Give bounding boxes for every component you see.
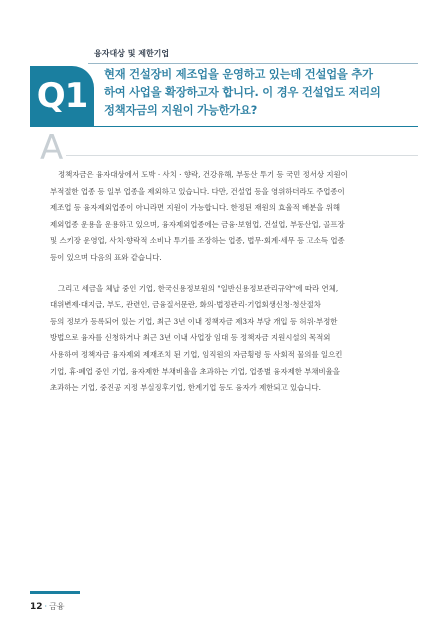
body-line: 부적절한 업종 등 일부 업종을 제외하고 있습니다. 다만, 건설업 등을 영위하더라도 주업종이 xyxy=(50,186,345,196)
body-line: 대위변제·대지급, 부도, 관련인, 금융질서문란, 화의·법정관리·기업회생신청·청산절차 xyxy=(50,300,321,310)
question-line: 현재 건설장비 제조업을 운영하고 있는데 건설업을 추가 xyxy=(104,68,373,81)
body-line: 방법으로 융자를 신청하거나 최근 3년 이내 사업장 임대 등 정책자금 지원시설의 목적외 xyxy=(50,333,331,343)
footer-separator: · xyxy=(44,602,48,611)
question-line: 하여 사업을 확장하고자 합니다. 이 경우 건설업도 저리의 xyxy=(104,86,381,99)
footer-accent-bar xyxy=(30,591,80,594)
body-line: 및 스키장 운영업, 사치·향락적 소비나 투기를 조장하는 업종, 법무·회계·세무 등 고소득 업종 xyxy=(50,236,345,246)
answer-body xyxy=(50,167,410,397)
question-underline-left xyxy=(30,126,94,127)
body-line: 제조업 등 융자제외업종이 아니라면 지원이 가능합니다. 한정된 재원의 효율적 배분을 위해 xyxy=(50,203,341,213)
body-line: 제외업종 운용을 운용하고 있으며, 융자제외업종에는 금융·보험업, 건설업, 부동산업, 골프장 xyxy=(50,219,345,229)
body-line: 등의 정보가 등록되어 있는 기업, 최근 3년 이내 정책자금 제3자 부당 개입 등 허위·부정한 xyxy=(50,316,338,326)
body-line: 기업, 휴·폐업 중인 기업, 융자제한 부채비율을 초과하는 기업, 업종별 융자제한 부채비율을 xyxy=(50,366,340,376)
body-line: 정책자금은 융자대상에서 도박 · 사치 · 향락, 건강유해, 부동산 투기 등 국민 정서상 지원이 xyxy=(58,170,348,179)
page-number: 12 xyxy=(30,602,43,612)
body-line: 초과하는 기업, 중진공 지정 부실징후기업, 한계기업 등도 융자가 제한되고 있습니다. xyxy=(50,383,321,393)
answer-paragraph-1 xyxy=(50,167,410,267)
answer-paragraph-2 xyxy=(50,281,410,397)
page-footer xyxy=(30,601,65,612)
header-divider xyxy=(88,63,418,64)
footer-section: 금융 xyxy=(49,602,65,611)
section-label: 융자대상 및 제한기업 xyxy=(94,49,170,58)
answer-divider xyxy=(66,155,418,156)
body-line: 등이 있으며 다음의 표와 같습니다. xyxy=(50,252,162,262)
question-underline xyxy=(94,126,418,127)
question-text xyxy=(104,66,412,120)
question-line: 정책자금의 지원이 가능한가요? xyxy=(104,104,258,117)
question-badge: Q1 xyxy=(30,66,94,126)
answer-letter: A xyxy=(40,128,64,168)
body-line: 그리고 세금을 체납 중인 기업, 한국신용정보원의 "일반신용정보관리규약"에 따라 연체, xyxy=(58,283,339,293)
body-line: 사용하여 정책자금 융자제외 제재조치 된 기업, 임직원의 자금횡령 등 사회적 물의를 일으킨 xyxy=(50,349,343,359)
